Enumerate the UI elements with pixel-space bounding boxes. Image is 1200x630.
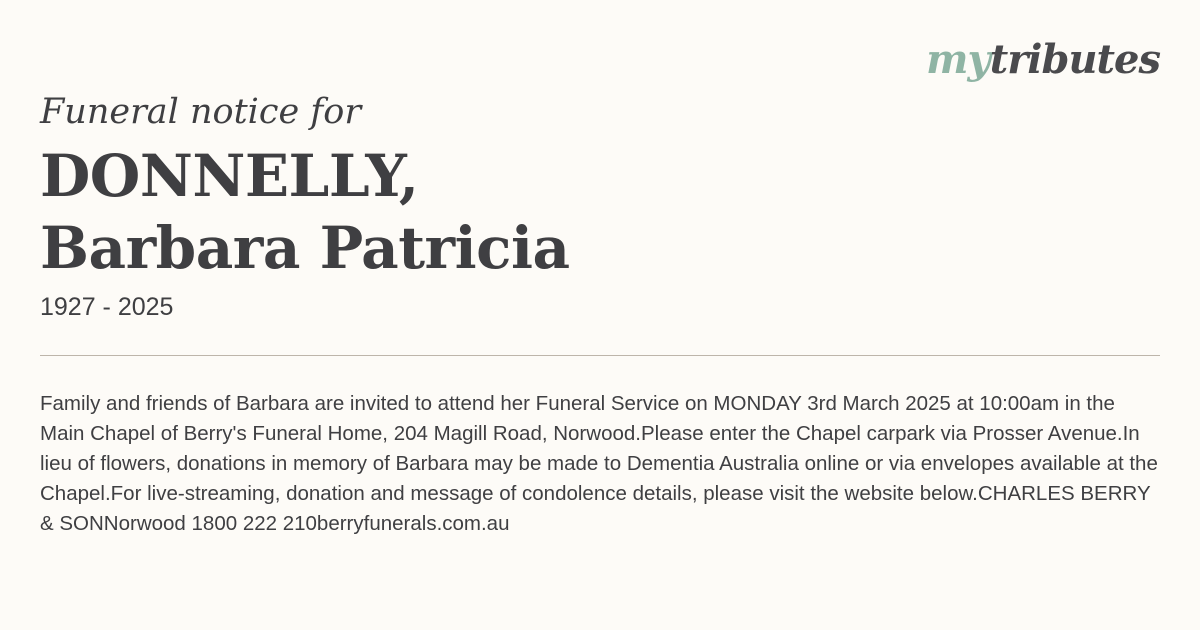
deceased-given-names: Barbara Patricia xyxy=(40,214,570,282)
deceased-surname: DONNELLY, xyxy=(40,142,419,210)
logo-part-my: my xyxy=(926,36,990,83)
notice-heading: Funeral notice for xyxy=(40,92,362,132)
mytributes-logo[interactable] xyxy=(926,30,1160,90)
deceased-name xyxy=(40,140,570,284)
divider xyxy=(40,355,1160,356)
life-years: 1927 - 2025 xyxy=(40,293,174,321)
logo-part-tributes: tributes xyxy=(989,36,1160,83)
notice-body: Family and friends of Barbara are invited to attend her Funeral Service on MONDAY 3rd March 2025 at 10:00am in the Main Chapel of Berry's Funeral Home, 204 Magill Road, Norwood.Please enter the Chapel carpark via Prosser Avenue.In lieu of flowers, donations in memory of Barbara may be made to Dementia Australia online or via envelopes available at the Chapel.For live-streaming, donation and message of condolence details, please visit the website below.CHARLES BERRY & SONNorwood 1800 222 210berryfunerals.com.au xyxy=(40,392,1158,535)
